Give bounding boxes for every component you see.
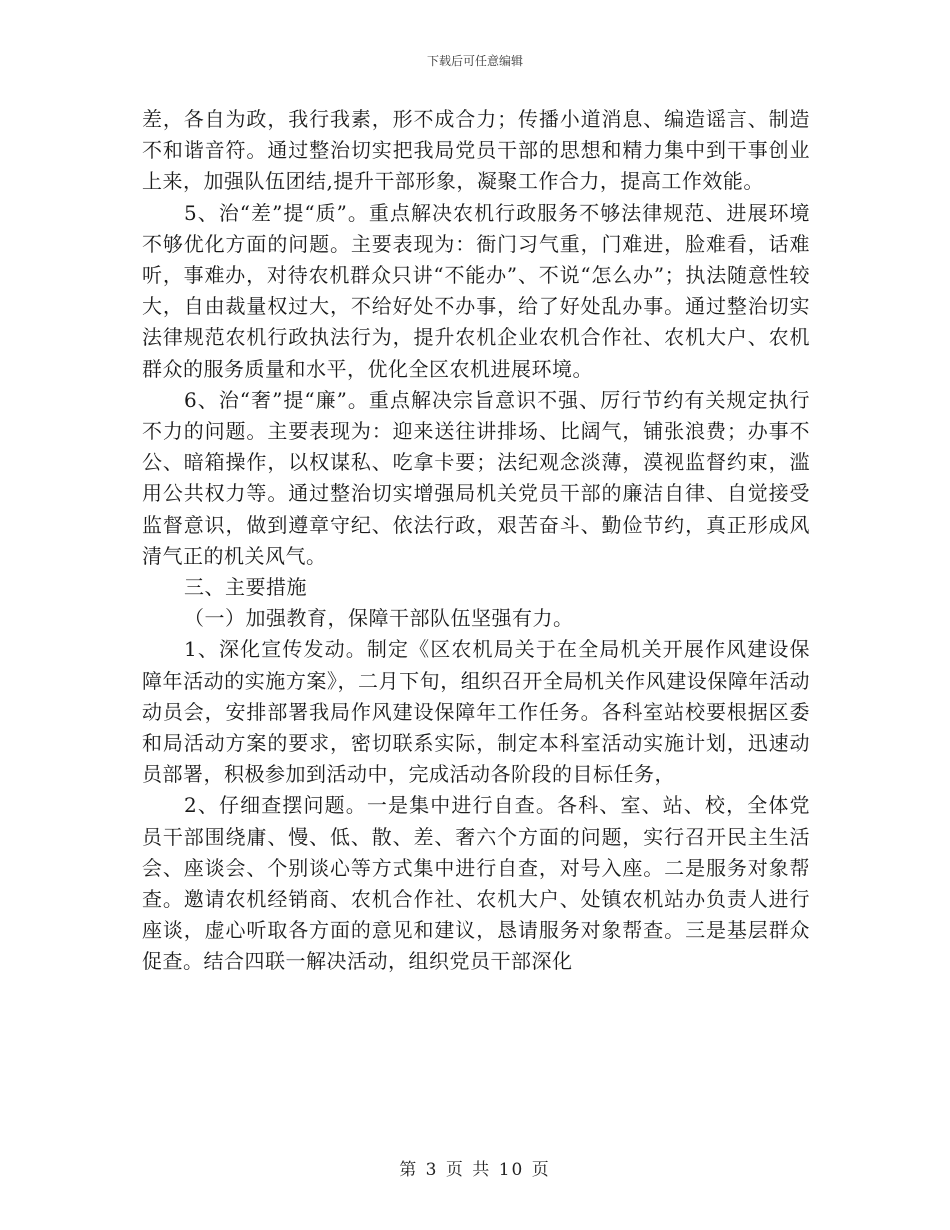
- paragraph-item-5: 5、治“差”提“质”。重点解决农机行政服务不够法律规范、进展环境不够优化方面的问题。主要表现为：衙门习气重，门难进，脸难看，话难听，事难办，对待农机群众只讲“不能办”、不说“怎么办”；执法随意性较大，自由裁量权过大，不给好处不办事，给了好处乱办事。通过整治切实法律规范农机行政执法行为，提升农机企业农机合作社、农机大户、农机群众的服务质量和水平，优化全区农机进展环境。: [142, 200, 810, 381]
- section-heading: 三、主要措施: [184, 575, 307, 600]
- page-header-note: 下载后可任意编辑: [426, 54, 523, 68]
- page-number: 第 3 页 共 10 页: [399, 1160, 551, 1180]
- paragraph-continuation: 差，各自为政，我行我素，形不成合力；传播小道消息、编造谣言、制造不和谐音符。通过整治切实把我局党员干部的思想和精力集中到干事创业上来，加强队伍团结,提升干部形象，凝聚工作合力，提高工作效能。: [142, 107, 810, 194]
- paragraph-measure-1: 1、深化宣传发动。制定《区农机局关于在全局机关开展作风建设保障年活动的实施方案》，二月下旬，组织召开全局机关作风建设保障年活动动员会，安排部署我局作风建设保障年工作任务。各科室站校要根据区委和局活动方案的要求，密切联系实际，制定本科室活动实施计划，迅速动员部署，积极参加到活动中，完成活动各阶段的目标任务，: [142, 637, 810, 787]
- paragraph-measure-2: 2、仔细查摆问题。一是集中进行自查。各科、室、站、校，全体党员干部围绕庸、慢、低、散、差、奢六个方面的问题，实行召开民主生活会、座谈会、个别谈心等方式集中进行自查，对号入座。二是服务对象帮查。邀请农机经销商、农机合作社、农机大户、处镇农机站办负责人进行座谈，虚心听取各方面的意见和建议，恳请服务对象帮查。三是基层群众促查。结合四联一解决活动，组织党员干部深化: [142, 793, 810, 974]
- paragraph-item-6: 6、治“奢”提“廉”。重点解决宗旨意识不强、厉行节约有关规定执行不力的问题。主要表现为：迎来送往讲排场、比阔气，铺张浪费；办事不公、暗箱操作，以权谋私、吃拿卡要；法纪观念淡薄，漠视监督约束，滥用公共权力等。通过整治切实增强局机关党员干部的廉洁自律、自觉接受监督意识，做到遵章守纪、依法行政，艰苦奋斗、勤俭节约，真正形成风清气正的机关风气。: [142, 387, 810, 568]
- document-body: [142, 104, 810, 978]
- subsection-heading: （一）加强教育，保障干部队伍坚强有力。: [184, 606, 574, 631]
